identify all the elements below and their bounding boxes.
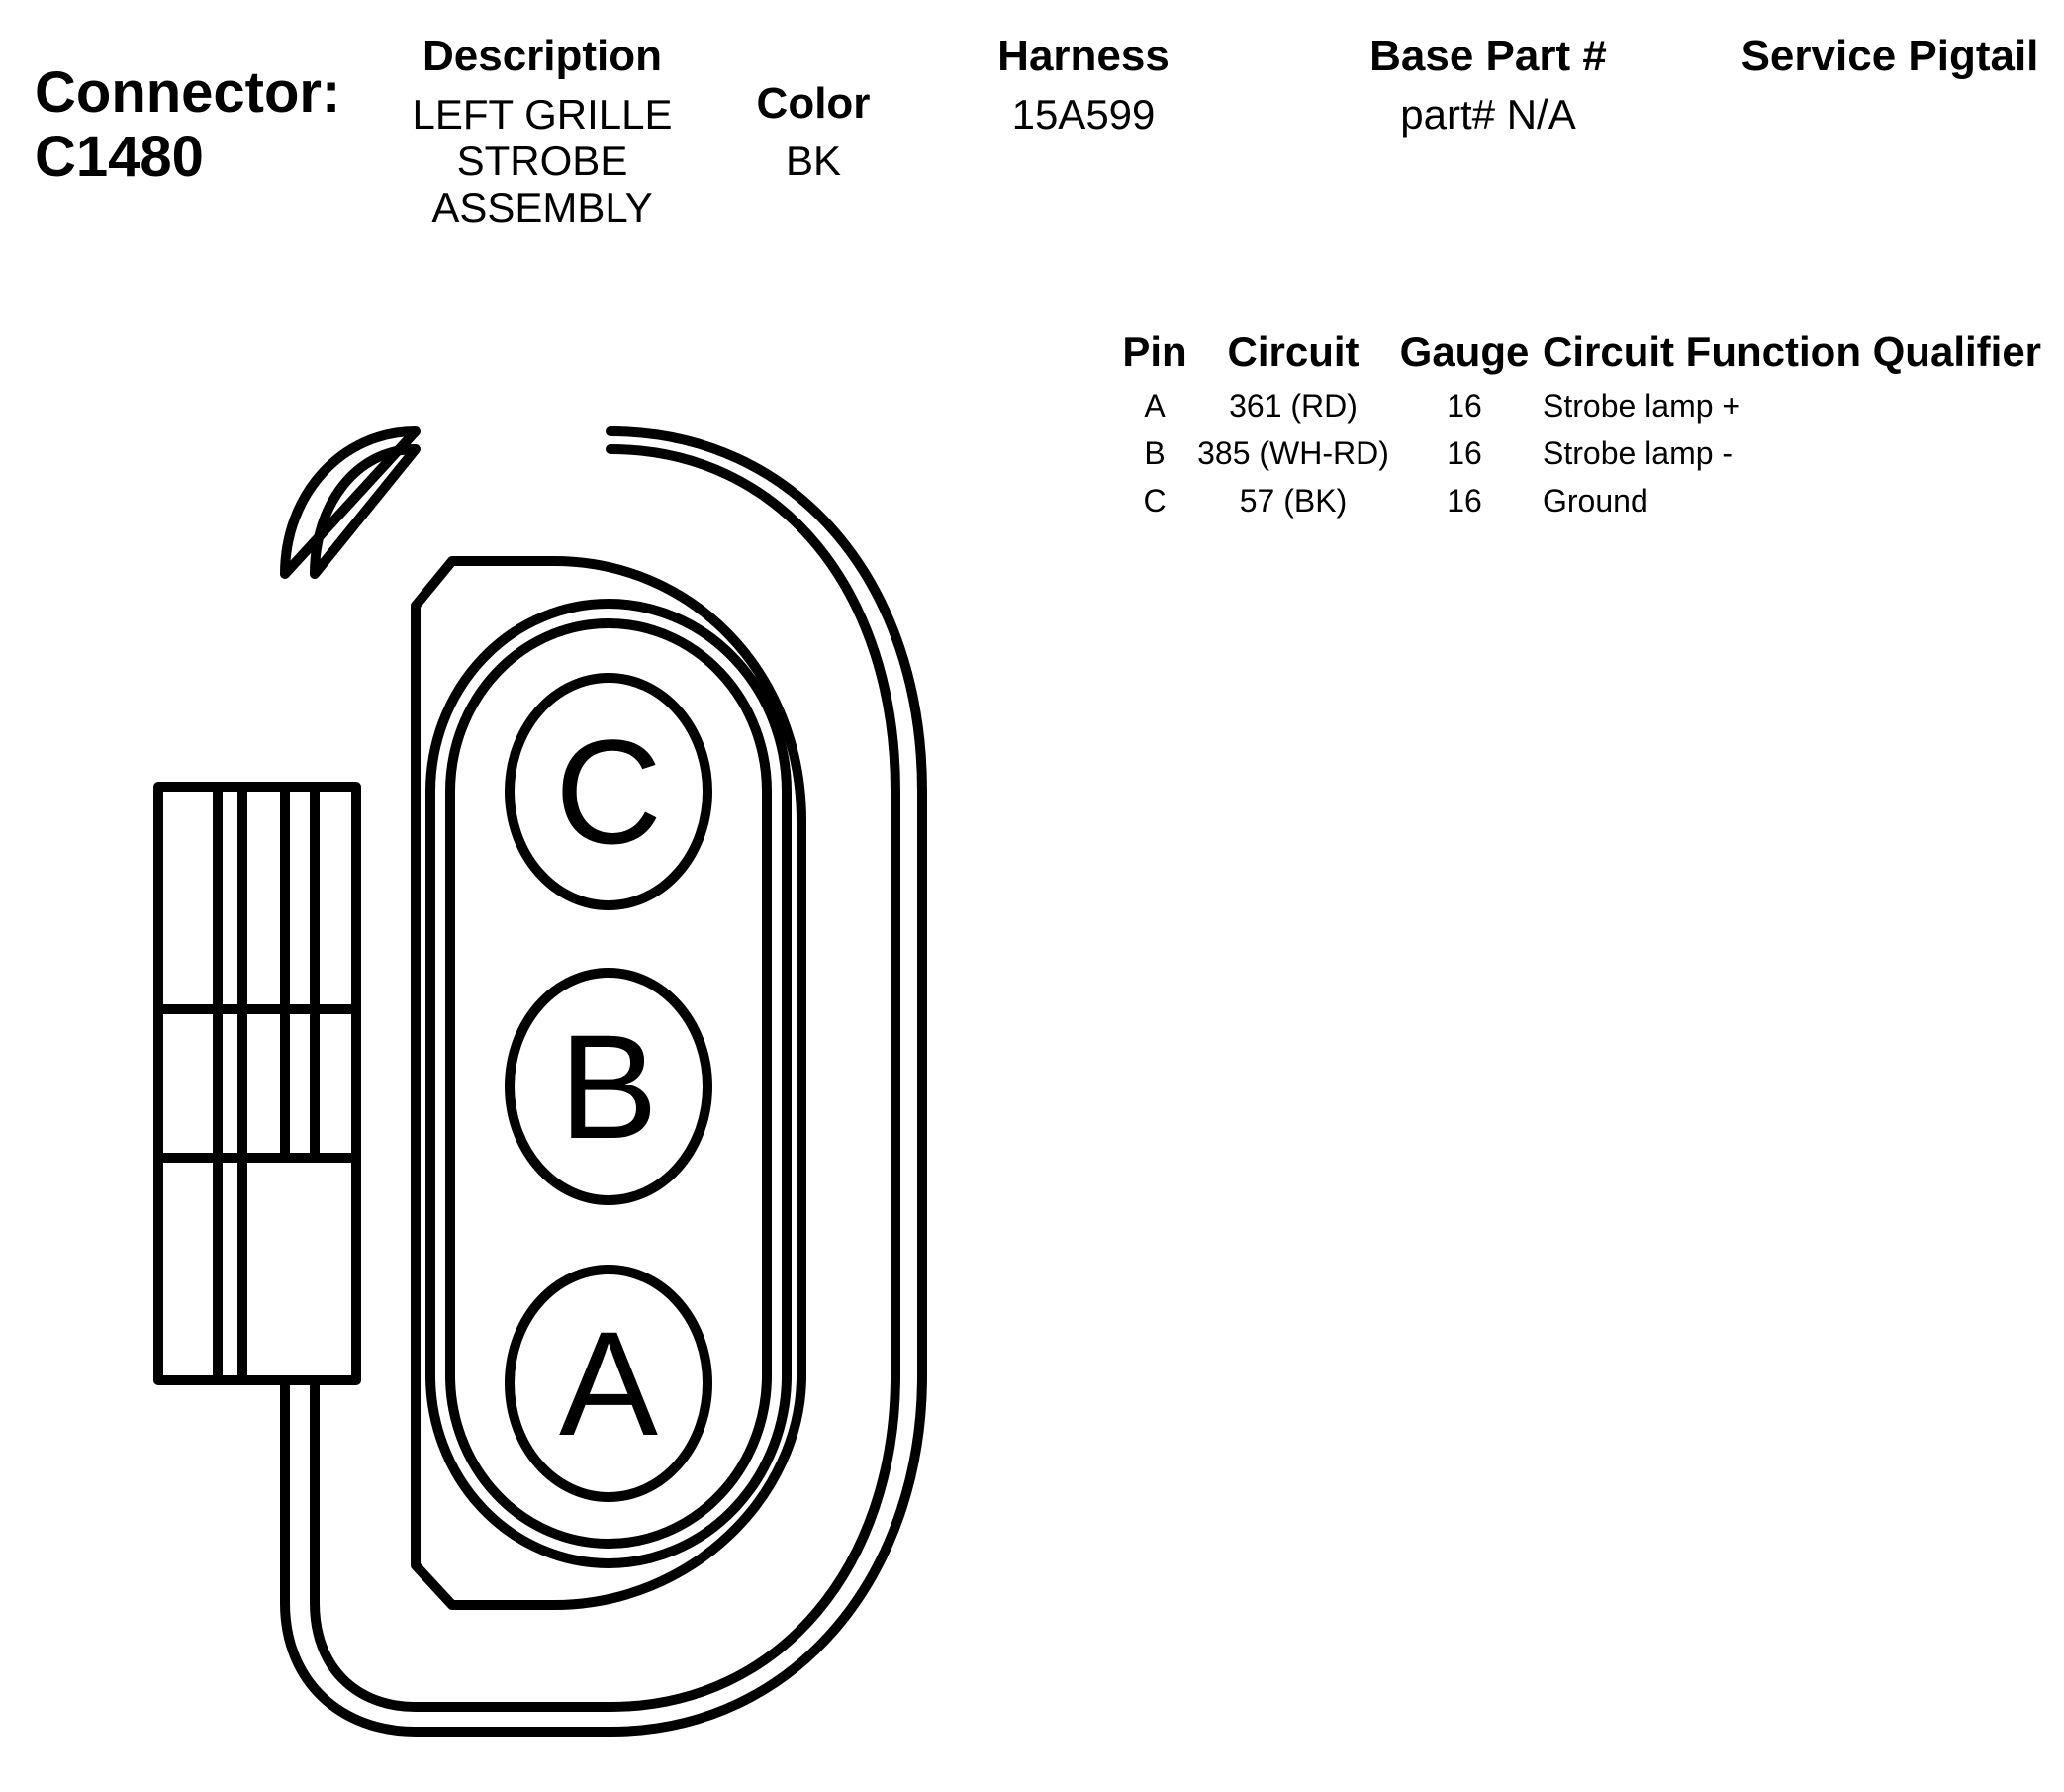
harness-value: 15A599 — [1011, 91, 1156, 138]
service-pigtail-header: Service Pigtail — [1740, 32, 2039, 80]
description-line-3: ASSEMBLY — [431, 184, 653, 231]
connector-id: C1480 — [35, 125, 204, 189]
row-c-pin: C — [1143, 483, 1167, 519]
base-part-value: part# N/A — [1400, 91, 1576, 138]
function-col-header: Circuit Function Qualifier — [1543, 329, 2042, 375]
description-line-1: LEFT GRILLE — [412, 91, 673, 138]
row-b-circuit: 385 (WH-RD) — [1197, 435, 1389, 471]
description-header: Description — [422, 32, 663, 80]
latch-top — [158, 787, 356, 1009]
pin-col-header: Pin — [1122, 329, 1187, 375]
row-c-function: Ground — [1543, 483, 1648, 519]
base-part-header: Base Part # — [1369, 32, 1607, 80]
description-line-2: STROBE — [456, 138, 628, 184]
row-b-function: Strobe lamp - — [1543, 435, 1734, 471]
latch-middle — [158, 1009, 356, 1158]
pin-a-label: A — [558, 1300, 659, 1466]
row-c-gauge: 16 — [1447, 483, 1482, 519]
color-value: BK — [785, 138, 842, 184]
row-b-pin: B — [1144, 435, 1166, 471]
pin-b-label: B — [558, 1003, 659, 1170]
row-a-pin: A — [1144, 388, 1166, 424]
color-header: Color — [756, 79, 871, 128]
row-a-function: Strobe lamp + — [1543, 388, 1741, 424]
connector-label: Connector: — [35, 60, 341, 125]
gauge-col-header: Gauge — [1399, 329, 1530, 375]
row-b-gauge: 16 — [1447, 435, 1482, 471]
pin-c-label: C — [554, 708, 663, 875]
harness-header: Harness — [997, 32, 1170, 80]
latch-bottom — [158, 1158, 356, 1380]
circuit-col-header: Circuit — [1227, 329, 1360, 375]
row-a-circuit: 361 (RD) — [1229, 388, 1358, 424]
row-a-gauge: 16 — [1447, 388, 1482, 424]
row-c-circuit: 57 (BK) — [1239, 483, 1348, 519]
